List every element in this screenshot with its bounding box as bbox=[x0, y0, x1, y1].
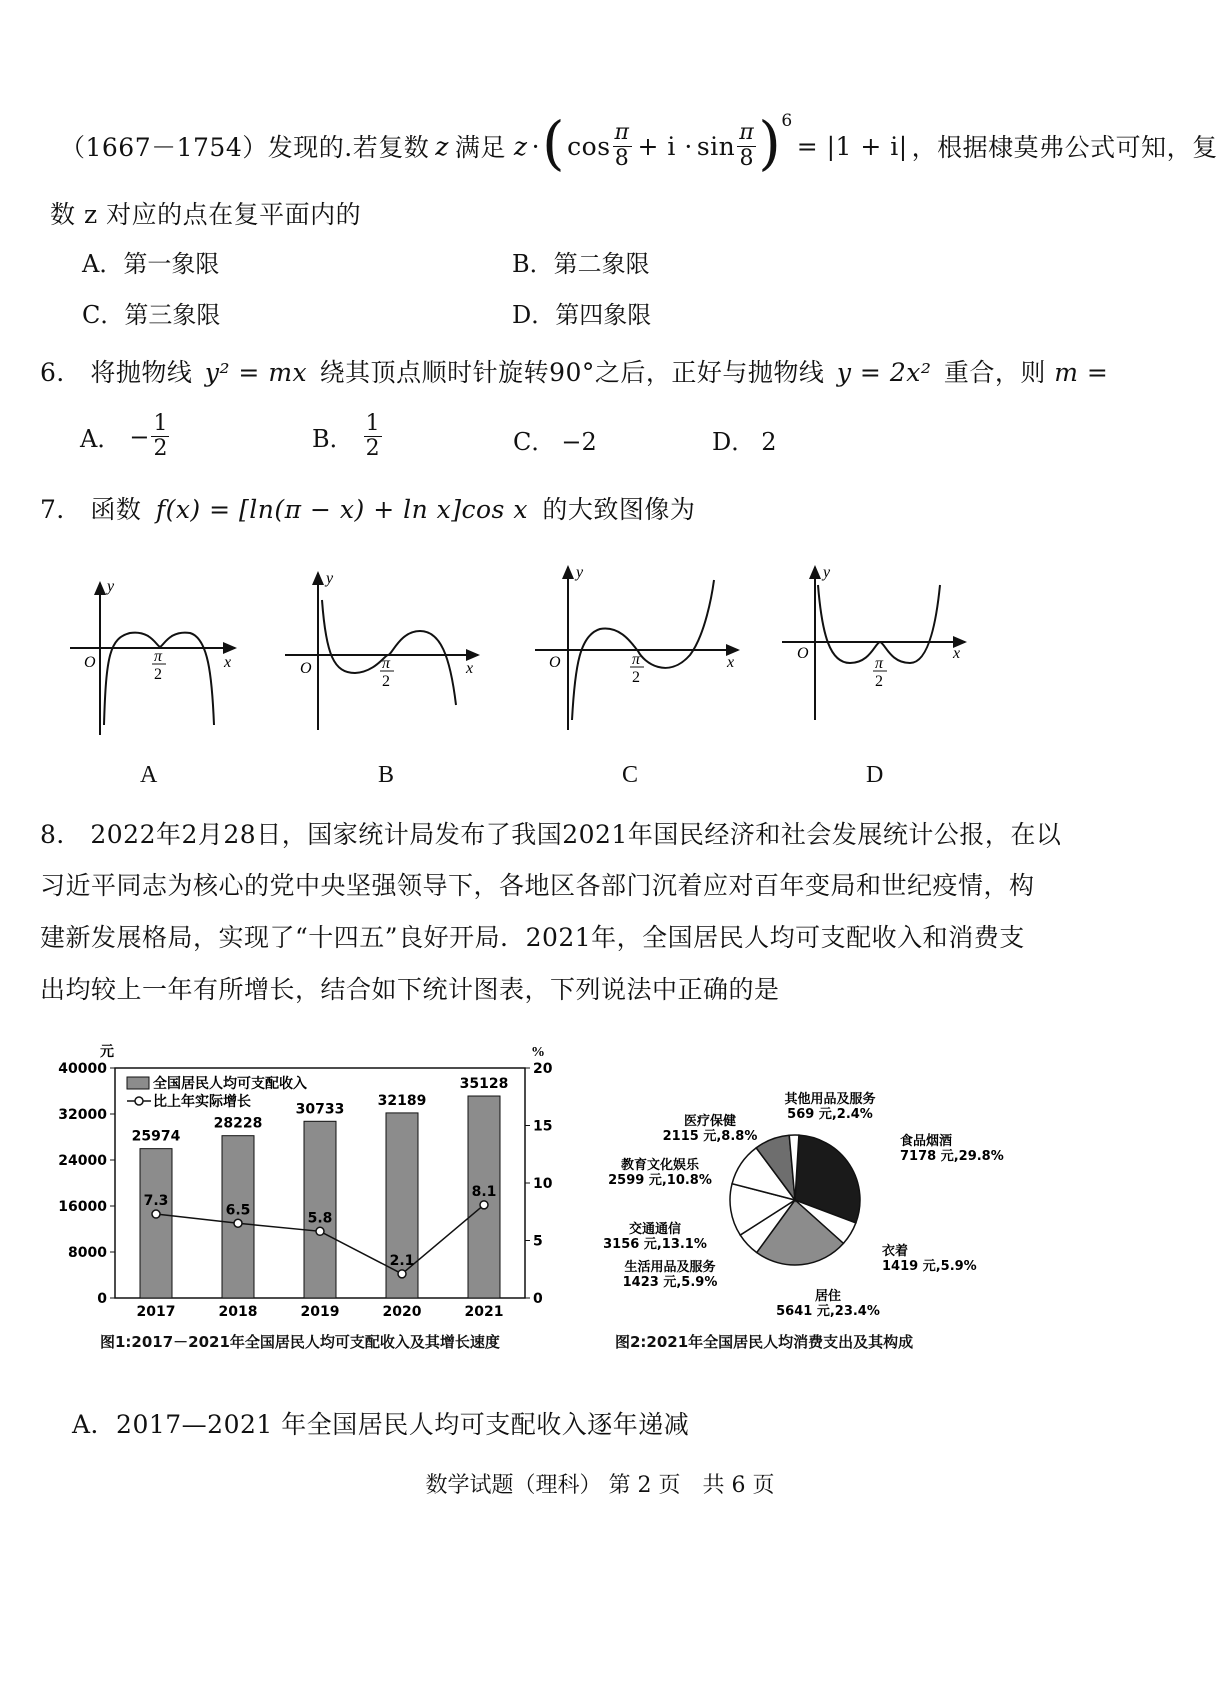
frac-num: π bbox=[739, 120, 755, 146]
growth-label: 7.3 bbox=[143, 1193, 169, 1210]
q5-rhs: = |1 + i| bbox=[796, 131, 908, 161]
chart1-legend bbox=[127, 1075, 307, 1110]
frac-den: 2 bbox=[153, 436, 168, 462]
q7-graphs bbox=[0, 555, 1200, 815]
q6-option-c bbox=[513, 422, 597, 457]
q5-option-d bbox=[512, 295, 651, 330]
var-z-2: z bbox=[513, 131, 528, 161]
pie-slice-name: 医疗保健 bbox=[683, 1114, 737, 1129]
q6-stem bbox=[40, 353, 1108, 389]
income-bar-label: 32189 bbox=[377, 1092, 427, 1109]
legend-bar-label: 全国居民人均可支配收入 bbox=[153, 1076, 307, 1092]
income-bar-label: 30733 bbox=[295, 1101, 345, 1118]
q6-number: 6． bbox=[40, 358, 82, 387]
graph-b-pi: π bbox=[382, 655, 391, 672]
graph-b-y-label: y bbox=[326, 570, 334, 587]
q7-number: 7． bbox=[40, 495, 82, 524]
q6-text-c: 重合，则 bbox=[943, 358, 1046, 387]
option-text: 第二象限 bbox=[553, 250, 650, 278]
q6-option-b bbox=[312, 412, 384, 461]
option-letter: B． bbox=[512, 250, 554, 278]
growth-label: 2.1 bbox=[389, 1252, 415, 1269]
option-frac bbox=[364, 412, 382, 461]
q5-line1 bbox=[60, 109, 1218, 177]
graph-a-y-label: y bbox=[107, 578, 115, 595]
graph-a-letter: A bbox=[140, 762, 158, 788]
y-tick-label: 32000 bbox=[58, 1107, 107, 1123]
graph-c-letter: C bbox=[622, 762, 639, 788]
pie-slice-value: 1423 元,5.9% bbox=[622, 1275, 718, 1290]
chart-consumption bbox=[600, 1085, 1004, 1335]
growth-label: 6.5 bbox=[225, 1202, 251, 1219]
y-tick-label: 24000 bbox=[58, 1153, 107, 1169]
q5-line1-post: ，根据棣莫弗公式可知，复 bbox=[911, 133, 1218, 162]
q7-stem bbox=[40, 490, 695, 526]
option-letter: A． bbox=[82, 250, 124, 278]
graph-a-x-label: x bbox=[224, 654, 232, 671]
graph-c-x-label: x bbox=[727, 654, 735, 671]
graph-b-two: 2 bbox=[382, 673, 390, 690]
q5-line2: 数 z 对应的点在复平面内的 bbox=[50, 200, 362, 229]
graph-b-origin: O bbox=[300, 660, 312, 677]
growth-point bbox=[480, 1201, 488, 1209]
graph-c-two: 2 bbox=[632, 669, 640, 686]
cos-fn: cos bbox=[567, 131, 611, 161]
pie-slice-name: 教育文化娱乐 bbox=[620, 1158, 700, 1173]
growth-point bbox=[234, 1219, 242, 1227]
growth-point bbox=[398, 1270, 406, 1278]
pie-slice-name: 食品烟酒 bbox=[900, 1134, 953, 1149]
legend-line-marker bbox=[135, 1097, 143, 1105]
chart1-y2-unit: % bbox=[531, 1045, 545, 1060]
option-letter: C． bbox=[513, 428, 556, 456]
exponent-six: 6 bbox=[781, 111, 793, 131]
paren-right: ) bbox=[758, 109, 782, 177]
y-tick-label: 16000 bbox=[58, 1199, 107, 1215]
q8-option-a: A．2017—2021 年全国居民人均可支配收入逐年递减 bbox=[72, 1410, 690, 1439]
option-text: 2 bbox=[761, 428, 777, 456]
chart1-y-unit: 元 bbox=[100, 1045, 114, 1060]
graph-c bbox=[535, 567, 738, 730]
pie-slice-value: 1419 元,5.9% bbox=[882, 1259, 977, 1274]
q5-option-b bbox=[512, 244, 650, 279]
income-bar-label: 35128 bbox=[459, 1076, 509, 1093]
plus-i: + i · bbox=[637, 131, 693, 161]
dot-op: · bbox=[531, 131, 541, 161]
q8-line-2: 习近平同志为核心的党中央坚强领导下，各地区各部门沉着应对百年变局和世纪疫情，构 bbox=[40, 871, 1035, 900]
q6-text-a: 将抛物线 bbox=[90, 358, 193, 387]
option-letter: D． bbox=[512, 301, 556, 329]
chart2-slices bbox=[730, 1135, 860, 1265]
graph-d-origin: O bbox=[797, 645, 809, 662]
var-z: z bbox=[435, 131, 449, 161]
frac-den: 8 bbox=[739, 145, 754, 171]
y2-tick-label: 5 bbox=[533, 1233, 543, 1250]
graph-c-origin: O bbox=[549, 654, 561, 671]
option-letter: C． bbox=[82, 301, 125, 329]
pie-slice-value: 2599 元,10.8% bbox=[608, 1173, 712, 1188]
pie-slice-name: 居住 bbox=[814, 1289, 842, 1304]
q6-eq2: y = 2x² bbox=[836, 358, 932, 387]
frac-num: π bbox=[614, 120, 630, 146]
q7-text-a: 函数 bbox=[90, 495, 142, 524]
graph-d-y-label: y bbox=[823, 564, 831, 581]
graph-d bbox=[782, 567, 965, 720]
option-text: 第一象限 bbox=[123, 250, 220, 278]
graph-d-curve bbox=[818, 585, 940, 663]
legend-line-label: 比上年实际增长 bbox=[153, 1094, 251, 1110]
chart-income bbox=[55, 1040, 615, 1360]
q8-line-1: 8． 2022年2月28日，国家统计局发布了我国2021年国民经济和社会发展统计公报，在以 bbox=[40, 820, 1062, 849]
pie-slice-value: 2115 元,8.8% bbox=[662, 1129, 758, 1144]
pie-slice-value: 7178 元,29.8% bbox=[900, 1149, 1004, 1164]
pie-slice-name: 衣着 bbox=[882, 1244, 909, 1259]
frac-den: 2 bbox=[365, 436, 380, 462]
pie-slice-name: 交通通信 bbox=[628, 1222, 682, 1237]
y-tick-label: 0 bbox=[97, 1291, 107, 1307]
income-bar-label: 28228 bbox=[213, 1115, 263, 1132]
graph-a-pi: π bbox=[154, 648, 163, 665]
income-bar bbox=[140, 1149, 172, 1298]
q5-line1-pre: （1667－1754）发现的.若复数 bbox=[60, 133, 430, 162]
graph-d-letter: D bbox=[866, 762, 884, 788]
q6-option-d bbox=[712, 422, 777, 457]
graph-d-labels bbox=[797, 564, 960, 690]
frac-pi-8-a bbox=[613, 121, 632, 170]
growth-point bbox=[316, 1227, 324, 1235]
option-frac bbox=[151, 412, 169, 461]
y2-tick-label: 20 bbox=[533, 1061, 553, 1077]
q7-text-b: 的大致图像为 bbox=[542, 495, 696, 524]
income-bar-label: 25974 bbox=[131, 1128, 181, 1145]
graph-b-x-label: x bbox=[466, 660, 474, 677]
x-tick-label: 2017 bbox=[136, 1304, 176, 1320]
y2-tick-label: 0 bbox=[533, 1291, 543, 1307]
option-letter: B． bbox=[312, 425, 354, 454]
frac-num: 1 bbox=[153, 411, 168, 436]
y-tick-label: 40000 bbox=[58, 1061, 107, 1077]
pie-slice-name: 生活用品及服务 bbox=[624, 1260, 716, 1275]
q6-option-a bbox=[80, 412, 171, 461]
q5-satisfy: 满足 bbox=[454, 133, 506, 162]
growth-label: 8.1 bbox=[471, 1183, 497, 1200]
option-letter: A． bbox=[80, 425, 122, 454]
frac-num: 1 bbox=[365, 411, 380, 436]
chart2-title: 图2:2021年全国居民人均消费支出及其构成 bbox=[615, 1333, 914, 1351]
growth-label: 5.8 bbox=[307, 1210, 333, 1227]
chart1-title: 图1:2017－2021年全国居民人均可支配收入及其增长速度 bbox=[100, 1333, 500, 1351]
x-tick-label: 2019 bbox=[300, 1304, 340, 1320]
legend-bar-swatch bbox=[127, 1077, 149, 1089]
frac-pi-8-b bbox=[737, 121, 756, 170]
y2-tick-label: 10 bbox=[533, 1176, 553, 1192]
option-text: 第三象限 bbox=[124, 301, 221, 329]
graph-c-pi: π bbox=[632, 651, 641, 668]
x-tick-label: 2020 bbox=[382, 1304, 422, 1320]
q5-option-a bbox=[82, 244, 219, 279]
q8-line-4: 出均较上一年有所增长，结合如下统计图表，下列说法中正确的是 bbox=[40, 975, 780, 1004]
q7-function: f(x) = [ln(π − x) + ln x]cos x bbox=[155, 495, 528, 524]
x-tick-label: 2018 bbox=[218, 1304, 258, 1320]
graph-d-pi: π bbox=[875, 655, 884, 672]
q8-line-3: 建新发展格局，实现了“十四五”良好开局．2021年，全国居民人均可支配收入和消费支 bbox=[40, 923, 1025, 952]
pie-slice-value: 569 元,2.4% bbox=[787, 1107, 873, 1122]
graph-b bbox=[285, 573, 478, 730]
q6-eq1: y² = mx bbox=[204, 358, 308, 387]
graph-d-two: 2 bbox=[875, 673, 883, 690]
page-footer: 数学试题（理科） 第 2 页 共 6 页 bbox=[425, 1473, 775, 1498]
pie-slice-name: 其他用品及服务 bbox=[784, 1092, 876, 1107]
x-tick-label: 2021 bbox=[464, 1304, 504, 1320]
option-letter: D． bbox=[712, 428, 756, 456]
frac-den: 8 bbox=[614, 145, 630, 171]
option-text: −2 bbox=[561, 428, 597, 456]
graph-a-two: 2 bbox=[154, 666, 162, 683]
chart1-x-ticks bbox=[137, 1304, 504, 1320]
pie-slice-value: 5641 元,23.4% bbox=[776, 1304, 880, 1319]
pie-slice-value: 3156 元,13.1% bbox=[603, 1237, 707, 1252]
graph-a-origin: O bbox=[84, 654, 96, 671]
chart1-y-ticks bbox=[58, 1061, 115, 1307]
graph-d-x-label: x bbox=[953, 645, 961, 662]
q5-option-c bbox=[82, 295, 220, 330]
y2-tick-label: 15 bbox=[533, 1118, 553, 1135]
graph-b-letter: B bbox=[378, 762, 395, 788]
graph-c-y-label: y bbox=[576, 564, 584, 581]
paren-left: ( bbox=[542, 109, 566, 177]
option-sign: − bbox=[129, 422, 150, 451]
growth-point bbox=[152, 1210, 160, 1218]
q6-m: m = bbox=[1054, 358, 1109, 387]
y-tick-label: 8000 bbox=[68, 1245, 107, 1261]
sin-fn: sin bbox=[696, 131, 736, 161]
option-text: 第四象限 bbox=[555, 301, 652, 329]
chart1-y2-ticks bbox=[525, 1061, 553, 1307]
q6-text-b: 绕其顶点顺时针旋转90°之后，正好与抛物线 bbox=[319, 358, 825, 387]
